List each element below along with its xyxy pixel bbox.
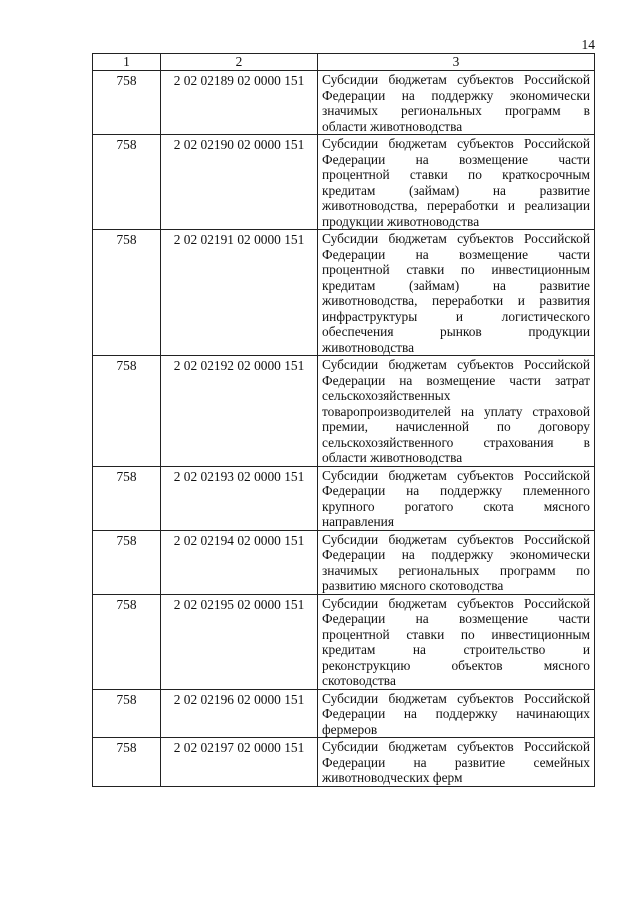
budget-code-cell: 2 02 02193 02 0000 151 — [161, 466, 318, 530]
description-line: Субсидии бюджетам субъектов Российской — [322, 136, 590, 151]
description-line: сельскохозяйственных — [322, 388, 451, 403]
description-cell — [318, 356, 595, 467]
page-number: 14 — [581, 37, 595, 52]
description-cell — [318, 738, 595, 787]
description-line: реконструкцию объектов мясного — [322, 657, 590, 673]
description-line: Субсидии бюджетам субъектов Российской — [322, 690, 590, 706]
description-line: Федерации на возмещение части — [322, 246, 590, 262]
admin-code-cell: 758 — [93, 230, 161, 356]
description-line: Федерации на развитие семейных — [322, 754, 590, 770]
description-line: животноводческих ферм — [322, 770, 463, 785]
budget-code-cell: 2 02 02196 02 0000 151 — [161, 689, 318, 738]
description-line: направления — [322, 514, 395, 529]
table-row — [93, 530, 595, 594]
description-line: Федерации на поддержку начинающих — [322, 706, 590, 721]
description-line: Федерации на возмещение части — [322, 151, 590, 167]
admin-code-cell: 758 — [93, 466, 161, 530]
description-line: Субсидии бюджетам субъектов Российской — [322, 595, 590, 611]
description-line: Федерации на возмещение части затрат — [322, 372, 590, 388]
budget-code-cell: 2 02 02197 02 0000 151 — [161, 738, 318, 787]
budget-code-cell: 2 02 02189 02 0000 151 — [161, 71, 318, 135]
table-header-row — [93, 54, 595, 71]
description-line: Субсидии бюджетам субъектов Российской — [322, 357, 590, 372]
admin-code-cell: 758 — [93, 356, 161, 467]
table-row — [93, 71, 595, 135]
admin-code-cell: 758 — [93, 689, 161, 738]
description-line: продукции животноводства — [322, 213, 480, 229]
description-cell — [318, 71, 595, 135]
description-line: Субсидии бюджетам субъектов Российской — [322, 72, 590, 87]
admin-code-cell: 758 — [93, 738, 161, 787]
column-header: 1 — [93, 54, 161, 71]
description-cell — [318, 135, 595, 230]
budget-classification-table — [92, 53, 595, 787]
description-line: кредитам на строительство и — [322, 642, 590, 657]
column-header: 3 — [318, 54, 595, 71]
description-line: кредитам (займам) на развитие — [322, 277, 590, 293]
budget-code-cell: 2 02 02191 02 0000 151 — [161, 230, 318, 356]
budget-code-cell: 2 02 02192 02 0000 151 — [161, 356, 318, 467]
description-line: обеспечения рынков продукции — [322, 324, 590, 339]
description-line: Федерации на возмещение части — [322, 611, 590, 626]
description-cell — [318, 689, 595, 738]
description-line: области животноводства — [322, 450, 463, 465]
column-header: 2 — [161, 54, 318, 71]
description-line: значимых региональных программ по — [322, 562, 590, 578]
table-row — [93, 466, 595, 530]
description-line: Субсидии бюджетам субъектов Российской — [322, 231, 590, 246]
description-line: Федерации на поддержку экономически — [322, 87, 590, 103]
description-cell — [318, 594, 595, 689]
description-line: Федерации на поддержку экономически — [322, 547, 590, 562]
table-row — [93, 356, 595, 467]
description-line: Субсидии бюджетам субъектов Российской — [322, 467, 590, 483]
description-line: процентной ставки по краткосрочным — [322, 167, 590, 182]
description-line: процентной ставки по инвестиционным — [322, 626, 590, 642]
description-line: Федерации на поддержку племенного — [322, 483, 590, 498]
description-line: животноводства — [322, 339, 415, 355]
description-line: кредитам (займам) на развитие — [322, 182, 590, 198]
budget-code-cell: 2 02 02195 02 0000 151 — [161, 594, 318, 689]
table-row — [93, 689, 595, 738]
description-line: области животноводства — [322, 118, 463, 134]
description-line: Субсидии бюджетам субъектов Российской — [322, 531, 590, 547]
description-line: животноводства, переработки и развития — [322, 293, 590, 308]
description-line: товаропроизводителей на уплату страховой — [322, 403, 590, 419]
table-row — [93, 594, 595, 689]
table-row — [93, 230, 595, 356]
admin-code-cell: 758 — [93, 71, 161, 135]
admin-code-cell: 758 — [93, 594, 161, 689]
description-line: инфраструктуры и логистического — [322, 308, 590, 324]
description-line: фермеров — [322, 721, 378, 737]
admin-code-cell: 758 — [93, 530, 161, 594]
description-line: развитию мясного скотоводства — [322, 578, 504, 593]
description-line: крупного рогатого скота мясного — [322, 498, 590, 514]
admin-code-cell: 758 — [93, 135, 161, 230]
description-line: значимых региональных программ в — [322, 103, 590, 118]
description-cell — [318, 230, 595, 356]
budget-code-cell: 2 02 02190 02 0000 151 — [161, 135, 318, 230]
table-row — [93, 738, 595, 787]
description-line: процентной ставки по инвестиционным — [322, 262, 590, 277]
description-line: скотоводства — [322, 673, 396, 688]
description-line: сельскохозяйственного страхования в — [322, 434, 590, 450]
table-row — [93, 135, 595, 230]
description-line: Субсидии бюджетам субъектов Российской — [322, 739, 590, 754]
description-cell — [318, 530, 595, 594]
description-cell — [318, 466, 595, 530]
budget-code-cell: 2 02 02194 02 0000 151 — [161, 530, 318, 594]
description-line: премии, начисленной по договору — [322, 419, 590, 434]
description-line: животноводства, переработки и реализации — [322, 198, 590, 213]
